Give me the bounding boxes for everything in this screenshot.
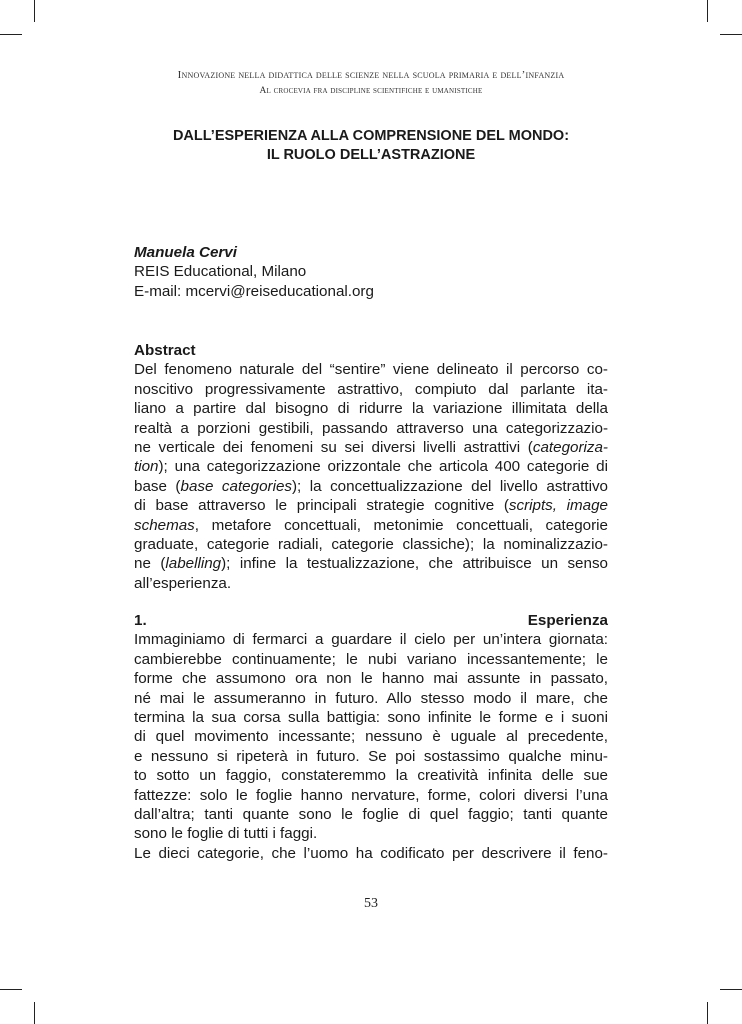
author-affiliation: REIS Educational, Milano [134,263,307,281]
paragraph-line: to sotto un faggio, constateremmo la creatività infinita delle sue [134,767,608,785]
paper-title-line: DALL’ESPERIENZA ALLA COMPRENSIONE DEL MONDO: [172,128,570,144]
paragraph-line: Le dieci categorie, che l’uomo ha codificato per descrivere il feno- [134,844,608,862]
running-head-title: Innovazione nella didattica delle scienze nella scuola primaria e dell’infanzia [177,69,565,81]
abstract-line: base (base categories); la concettualizzazione del livello astrattivo [134,477,608,495]
abstract-line: graduate, categorie radiali, categorie classiche); la nominalizzazio- [134,536,608,554]
crop-mark [707,0,708,22]
abstract-line: tion); una categorizzazione orizzontale che articola 400 categorie di [134,458,608,476]
paper-title-line: IL RUOLO DELL’ASTRAZIONE [266,147,476,163]
abstract-line: all’esperienza. [134,574,232,592]
abstract-heading: Abstract [134,342,196,359]
paragraph-line: sono le foglie di tutti i faggi. [134,825,318,843]
abstract-line: di base attraverso le principali strategie cognitive (scripts, image [134,497,608,515]
author-name: Manuela Cervi [134,244,237,261]
paragraph-line: cambierebbe continuamente; le nubi variano incessantemente; le [134,650,608,668]
page-number: 53 [364,896,378,911]
abstract-line: schemas, metafore concettuali, metonimie concettuali, categorie [134,516,608,534]
paragraph-line: fattezze: solo le foglie hanno nervature, forme, colori diversi l’una [134,786,608,804]
crop-mark [707,1002,708,1024]
crop-mark [720,989,742,990]
abstract-line: ne (labelling); infine la testualizzazione, che attribuisce un senso [134,555,608,573]
paragraph-line: di quel movimento incessante; nessuno è uguale al precedente, [134,728,608,746]
abstract-section [134,341,608,593]
crop-mark [0,34,22,35]
paragraph-line: né mai le assumeranno in futuro. Allo stesso modo il mare, che [134,689,608,707]
abstract-line: liano a partire dal bisogno di ridurre la variazione illimitata della [134,400,608,418]
abstract-line: ne verticale dei fenomeni su sei diversi livelli astrattivi (categoriza- [134,439,608,457]
author-email: E-mail: mcervi@reiseducational.org [134,282,374,300]
paragraph-line: e nessuno si ripeterà in futuro. Se poi sostassimo qualche minu- [134,747,608,765]
paragraph-line: dall’altra; tanti quante sono le foglie di quel faggio; tanti quante [134,806,608,824]
running-head-subtitle: Al crocevia fra discipline scientifiche e umanistiche [259,86,483,96]
crop-mark [720,34,742,35]
crop-mark [34,0,35,22]
abstract-line: realtà a porzioni gestibili, passando attraverso una categorizzazio- [134,419,608,437]
author-block [134,243,608,301]
section-heading: 1. Esperienza [134,612,608,629]
abstract-line: Del fenomeno naturale del “sentire” viene delineato il percorso co- [134,361,608,379]
paragraph-line: termina la sua corsa sulla battigia: sono infinite le forme e i suoni [134,709,608,727]
paper-title [0,127,742,165]
paragraph-line: Immaginiamo di fermarci a guardare il cielo per un’intera giornata: [134,631,608,649]
crop-mark [34,1002,35,1024]
crop-mark [0,989,22,990]
section-esperienza [134,611,608,863]
abstract-line: noscitivo progressivamente astrattivo, compiuto dal parlante ita- [134,380,608,398]
paragraph-line: forme che assumono ora non le hanno mai assunte in passato, [134,670,608,688]
